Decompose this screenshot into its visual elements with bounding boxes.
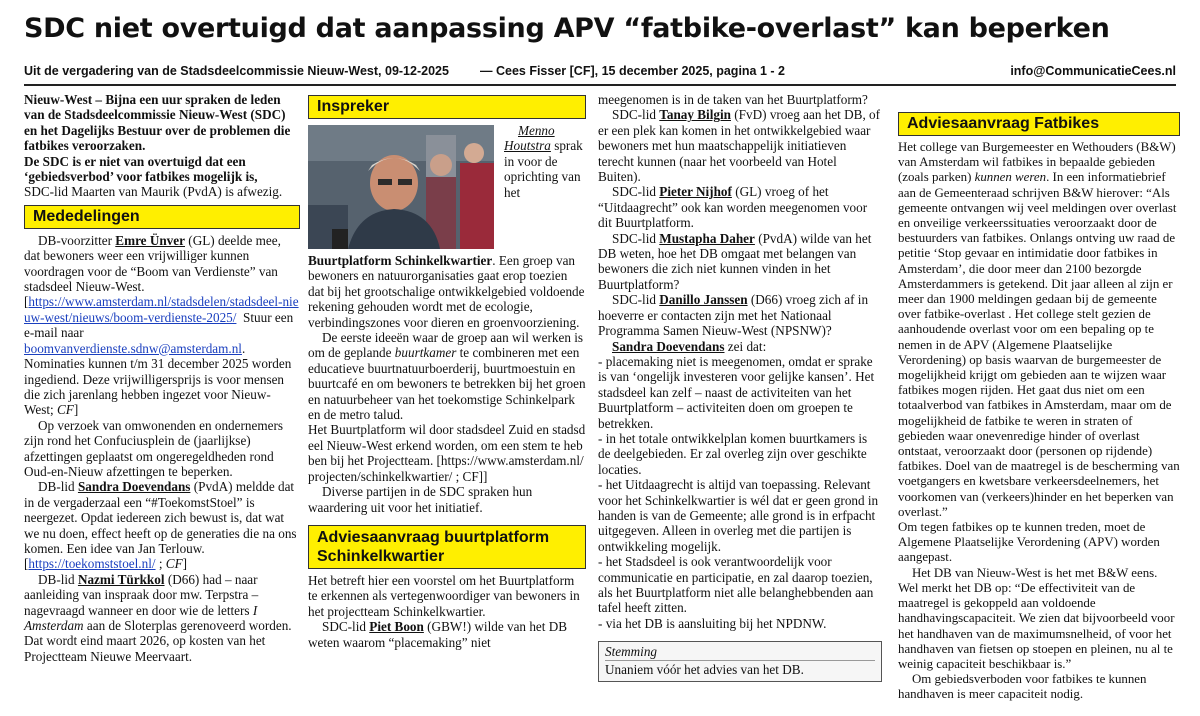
- article-headline: SDC niet overtuigd dat aanpassing APV “fatbike-overlast” kan beperken: [24, 13, 1110, 44]
- article-meta: [24, 64, 1176, 80]
- paragraph-pieter-nijhof: SDC-lid Pieter Nijhof (GL) vroeg of het “Uitdaagrecht” ook kan worden meegenomen voor dit Buurtplatform.: [598, 184, 868, 231]
- paragraph-voorstel: Het betreft hier een voorstel om het Buurtplatform te erkennen als vertegenwoordiger van bewoners in het projectteam Schinkelkwartier.: [308, 572, 580, 619]
- person-name: Menno Houtstra: [504, 123, 555, 154]
- paragraph-placemaking-vervolg: meegenomen is in de taken van het Buurtplatform?: [598, 92, 868, 107]
- paragraph-db-reactie: Het DB van Nieuw-West is het met B&W eens. Wel merkt het DB op: “De effectiviteit van de maatregel is gekoppeld aan voldoende handhavingscapaciteit. We zien dat bijvoorbeeld voor het handhaven van de maximumsnelheid, of voor het handhaven van fietsen op stoepen en pleinen, nu al te weinig capaciteit beschikbaar is.”: [898, 565, 1175, 671]
- answer-item: - in het totale ontwikkelplan komen buurtkamers is de deelgebieden. Er zal overleg zijn over geschikte locaties.: [598, 430, 868, 477]
- paragraph-i-amsterdam: DB-lid Nazmi Türkkol (D66) had – naar aanleiding van inspraak door mw. Terpstra – nagevraagd wanneer en door wie de letters I Amsterdam aan de Sloterplas gerenoveerd worden. Dat wordt eind maart 2026, op kosten van het Projectteam Nieuwe Meervaart.: [24, 571, 292, 664]
- paragraph-sandra-doevendans: Sandra Doevendans zei dat:: [612, 338, 767, 354]
- answer-item: - placemaking niet is meegenomen, omdat er sprake is van ‘ongelijk investeren voor gelijke kansen’. Het stadsdeel kan zelf – naast de activiteiten van het Buurtplatform – activiteiten doen om groepen te betrekken.: [598, 353, 875, 431]
- person-name: Sandra Doevendans: [612, 338, 725, 354]
- boom-verdienste-link[interactable]: https://www.amsterdam.nl/stadsdelen/stadsdeel-nieuw-west/nieuws/boom-verdienste-2025/: [24, 294, 299, 325]
- paragraph-apv-aanpassing: Om tegen fatbikes op te kunnen treden, moet de Algemene Plaatselijke Verordening (APV) worden aangepast.: [898, 520, 1160, 565]
- meeting-info: Uit de vergadering van de Stadsdeelcommissie Nieuw-West, 09-12-2025: [24, 64, 449, 78]
- answer-item: - het Stadsdeel is ook verantwoordelijk voor communicatie en participatie, en zal daarop toezien, als het Buurtplatform niet alle belanghebbenden aan tafel heeft zitten.: [598, 554, 874, 616]
- person-name: Sandra Doevendans: [77, 479, 191, 495]
- paragraph-erkenning: Het Buurtplatform wil door stadsdeel Zuid en stadsdeel Nieuw-West erkend worden, om een stem te hebben bij het Projectteam. [https://www.amsterdam.nl/projecten/schinkelkwartier/ ; CF]]: [308, 422, 586, 484]
- speaker-photo: [308, 125, 494, 249]
- answer-item: - het Uitdaagrecht is altijd van toepassing. Relevant voor het Schinkelkwartier is wél dat er geen grond in handen is van de Gemeente; alle grond is in erfpacht uitgegeven. Alleen in overleg met die partijen is ontwikkeling mogelijk.: [598, 477, 879, 554]
- person-name: Emre Ünver: [115, 232, 185, 248]
- paragraph-danillo-janssen: SDC-lid Danillo Janssen (D66) vroeg zich af in hoeverre er contacten zijn met het Nationaal Programma Samen Nieuw-West (NPSNW)?: [598, 292, 869, 339]
- person-name: Piet Boon: [369, 619, 424, 635]
- voting-result-title: Stemming: [605, 644, 875, 660]
- paragraph-buurtplatform-intro: Menno Houtstra sprak in voor de oprichting van het Buurtplatform Schinkelkwartier. Een groep van bewoners en natuurorganisaties gaat erop toezien dat bij het grootschalige ontwikkelgebied voldoende rekening gehouden wordt met de ecologie, verbindingszones voor dieren en groenvoorziening.: [308, 123, 585, 330]
- header-rule: [24, 84, 1176, 86]
- paragraph-tanay-bilgin: SDC-lid Tanay Bilgin (FvD) vroeg aan het DB, of er een plek kan komen in het ontwikkelgebied waar bewoners met hun maatschappelijk initiatieven terecht kunnen (naar het voorbeeld van Hotel Buiten).: [598, 107, 881, 185]
- person-name: Danillo Janssen: [659, 292, 748, 308]
- voting-result-box: [598, 641, 882, 682]
- author-info: — Cees Fisser [CF], 15 december 2025, pagina 1 - 2: [480, 64, 785, 78]
- voting-result-text: Unaniem vóór het advies van het DB.: [605, 661, 804, 677]
- person-name: Tanay Bilgin: [659, 107, 731, 123]
- boom-verdienste-email-link[interactable]: boomvanverdienste.sdnw@amsterdam.nl: [24, 340, 242, 356]
- person-name: Mustapha Daher: [659, 230, 755, 246]
- answer-item: - via het DB is aansluiting bij het NPDNW.: [598, 615, 827, 631]
- speaker-photo-image: [308, 125, 494, 249]
- contact-email[interactable]: info@CommunicatieCees.nl: [1010, 64, 1176, 78]
- paragraph-capaciteit: Om gebiedsverboden voor fatbikes te kunnen handhaven is meer capaciteit nodig.: [898, 672, 1147, 702]
- column-1: [24, 92, 300, 664]
- section-header-adviesaanvraag-fatbikes: Adviesaanvraag Fatbikes: [898, 112, 1180, 136]
- column-2: [308, 92, 586, 650]
- column-3: [598, 92, 882, 682]
- paragraph-waardering: Diverse partijen in de SDC spraken hun waardering uit voor het initiatief.: [308, 484, 533, 515]
- paragraph-toekomststoel: DB-lid Sandra Doevendans (PvdA) meldde dat in de vergaderzaal een “#ToekomstStoel” is neergezet. Opdat iedereen zich bewust is, dat wat we nu doen, effect heeft op de generaties die na ons komen. Een idee van Jan Terlouw. [https://toekomststoel.nl/ ; CF]: [24, 479, 297, 572]
- section-header-inspreker: Inspreker: [308, 95, 586, 119]
- paragraph-fatbikes-college: Het college van Burgemeester en Wethouders (B&W) van Amsterdam wil fatbikes in bepaalde gebieden (zoals parken) kunnen weren. In een informatiebrief aan de Gemeenteraad schrijven B&W hierover: “Als gemeente ontvangen wij veel meldingen over overlast en onveilige verkeerssituaties veroorzaakt door de bestuurders van fatbikes. Onlangs ontving uw raad de petitie ‘Stop gevaar en intimidatie door fatbikes in Amsterdam’, die door meer dan 2100 bezorgde Amsterdammers is getekend. Dit jaar alleen al zijn er meer dan 1900 meldingen gedaan bij de gemeente over fatbike-overlast . Het college stelt gezien de aanhoudende overlast voor om een bepaling op te nemen in de APV (Algemene Plaatselijke Verordening) op basis waarvan de burgemeester de mogelijkheid krijgt om gebieden aan te wijzen waar fatbikes mogen rijden. Het gaat dus niet om een totaalverbod van fatbikes in Amsterdam, maar om de mogelijkheid de fatbike te weren in straten of gebieden waar onevenredige hinder of overlast ontstaat, veroorzaakt door (personen op rijdende) fatbikes. Doel van de maatregel is de bescherming van voetgangers en kwetsbare verkeersdeelnemers, het voorkomen van (verkeers)hinder en het beperken van overlast.”: [898, 140, 1180, 519]
- paragraph-buurtkamer: De eerste ideeën waar de groep aan wil werken is om de geplande buurtkamer te combineren met een educatieve buurtnatuurboerderij, buurtmoestuin en buurtcafé en om bewoners te betrekken bij het groen en natuurbeheer van het toekomstige Schinkelpark en de metro talud.: [308, 330, 586, 423]
- paragraph-confuciusplein: Op verzoek van omwonenden en ondernemers zijn rond het Confuciusplein de (jaarlijkse) afzettingen geplaatst om ongeregeldheden rond Oud-en-Nieuw afzettingen te beperken.: [24, 417, 283, 479]
- toekomststoel-link[interactable]: https://toekomststoel.nl/: [28, 556, 156, 572]
- section-header-adviesaanvraag-buurtplatform: Adviesaanvraag buurtplatform Schinkelkwartier: [308, 525, 586, 569]
- section-header-mededelingen: Mededelingen: [24, 205, 300, 229]
- intro-statement: De SDC is er niet van overtuigd dat een ‘gebiedsverbod’ voor fatbikes mogelijk is,: [24, 153, 258, 185]
- column-4: [898, 92, 1180, 703]
- paragraph-piet-boon: SDC-lid Piet Boon (GBW!) wilde van het DB weten waarom “placemaking” niet: [308, 619, 568, 650]
- intro-lead: Nieuw-West – Bijna een uur spraken de leden van de Stadsdeelcommissie Nieuw-West (SDC) en het Dagelijks Bestuur over de problemen die fatbikes veroorzaken.: [24, 92, 291, 154]
- paragraph-boom-van-verdienste: DB-voorzitter Emre Ünver (GL) deelde mee, dat bewoners weer een vrijwilliger kunnen voordragen voor de “Boom van Verdienste” van stadsdeel Nieuw-West. [https://www.amsterdam.nl/stadsdelen/stadsdeel-nieuw-west/nieuws/boom-verdienste-2025/ Stuur een e-mail naar boomvanverdienste.sdnw@amsterdam.nl. Nominaties kunnen t/m 31 december 2025 worden ingediend. Deze vrijwilligersprijs is voor mensen die zich jarenlang hebben ingezet voor Nieuw-West; CF]: [24, 232, 299, 418]
- paragraph-mustapha-daher: SDC-lid Mustapha Daher (PvdA) wilde van het DB weten, hoe het DB omgaat met belangen van bewoners die zich niet kunnen vinden in het Buurtplatform?: [598, 230, 872, 292]
- person-name: Pieter Nijhof: [659, 184, 732, 200]
- person-name: Nazmi Türkkol: [77, 571, 165, 587]
- intro-absence: SDC-lid Maarten van Maurik (PvdA) is afwezig.: [24, 184, 283, 200]
